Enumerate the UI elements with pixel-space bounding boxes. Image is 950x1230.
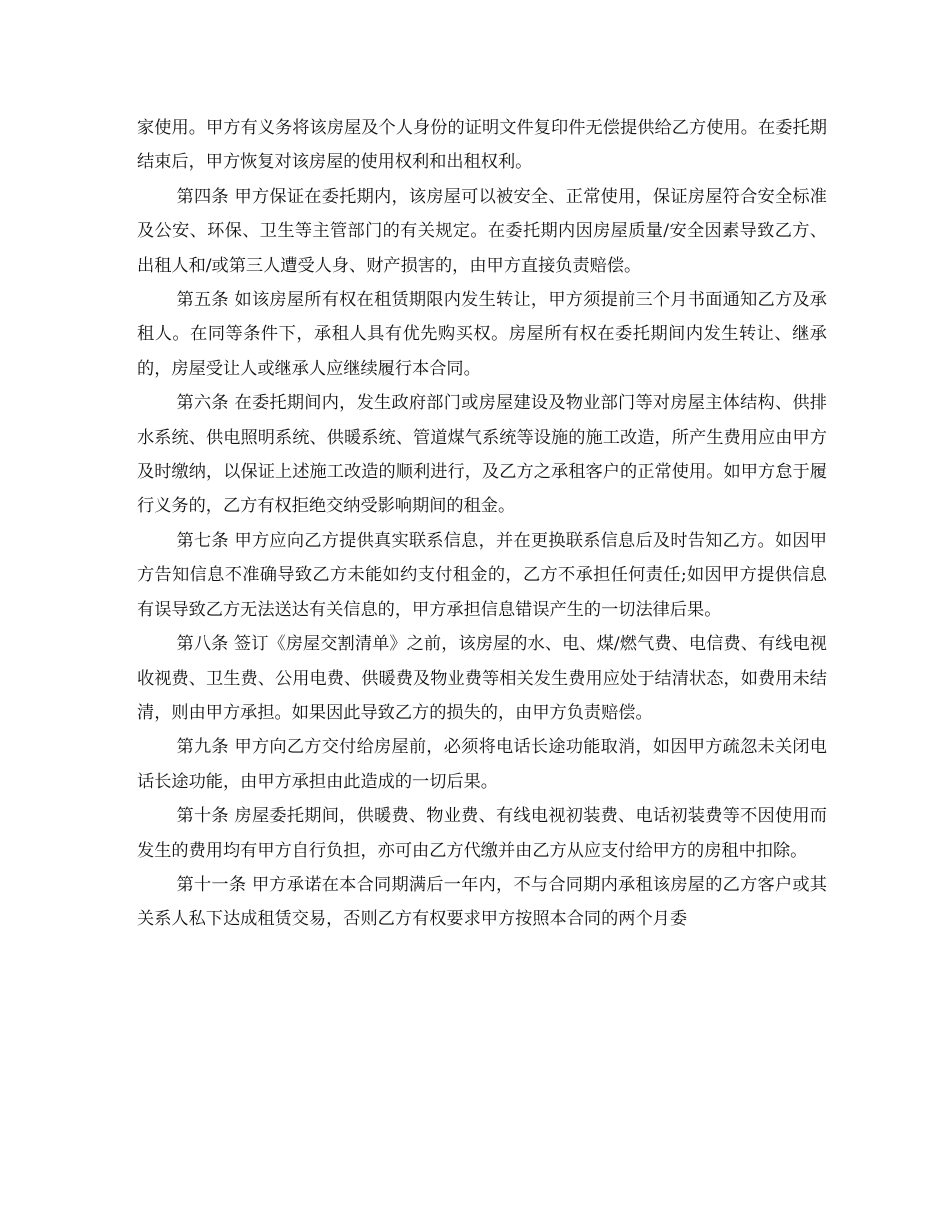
contract-body (137, 111, 827, 937)
paragraph-article-7: 第七条 甲方应向乙方提供真实联系信息，并在更换联系信息后及时告知乙方。如因甲方告知信息不准确导致乙方未能如约支付租金的，乙方不承担任何责任;如因甲方提供信息有误导致乙方无法送达有关信息的，甲方承担信息错误产生的一切法律后果。 (137, 530, 827, 620)
paragraph-article-5: 第五条 如该房屋所有权在租赁期限内发生转让，甲方须提前三个月书面通知乙方及承租人。在同等条件下，承租人具有优先购买权。房屋所有权在委托期间内发生转让、继承的，房屋受让人或继承人应继续履行本合同。 (137, 290, 827, 379)
paragraph-article-11: 第十一条 甲方承诺在本合同期满后一年内，不与合同期内承租该房屋的乙方客户或其关系人私下达成租赁交易，否则乙方有权要求甲方按照本合同的两个月委 (137, 874, 827, 930)
paragraph-article-4: 第四条 甲方保证在委托期内，该房屋可以被安全、正常使用，保证房屋符合安全标准及公安、环保、卫生等主管部门的有关规定。在委托期内因房屋质量/安全因素导致乙方、出租人和/或第三人遭受人身、财产损害的，由甲方直接负责赔偿。 (137, 186, 827, 276)
paragraph-article-10: 第十条 房屋委托期间，供暖费、物业费、有线电视初装费、电话初装费等不因使用而发生的费用均有甲方自行负担，亦可由乙方代缴并由乙方从应支付给甲方的房租中扣除。 (137, 806, 827, 861)
paragraph-article-9: 第九条 甲方向乙方交付给房屋前，必须将电话长途功能取消，如因甲方疏忽未关闭电话长途功能，由甲方承担由此造成的一切后果。 (137, 737, 827, 792)
paragraph-continuation: 家使用。甲方有义务将该房屋及个人身份的证明文件复印件无偿提供给乙方使用。在委托期结束后，甲方恢复对该房屋的使用权利和出租权利。 (137, 118, 827, 173)
paragraph-article-8: 第八条 签订《房屋交割清单》之前，该房屋的水、电、煤/燃气费、电信费、有线电视收视费、卫生费、公用电费、供暖费及物业费等相关发生费用应处于结清状态，如费用未结清，则由甲方承担。如果因此导致乙方的损失的，由甲方负责赔偿。 (137, 634, 827, 723)
paragraph-article-6: 第六条 在委托期间内，发生政府部门或房屋建设及物业部门等对房屋主体结构、供排水系统、供电照明系统、供暖系统、管道煤气系统等设施的施工改造，所产生费用应由甲方及时缴纳，以保证上述施工改造的顺利进行，及乙方之承租客户的正常使用。如甲方怠于履行义务的，乙方有权拒绝交纳受影响期间的租金。 (137, 393, 827, 517)
